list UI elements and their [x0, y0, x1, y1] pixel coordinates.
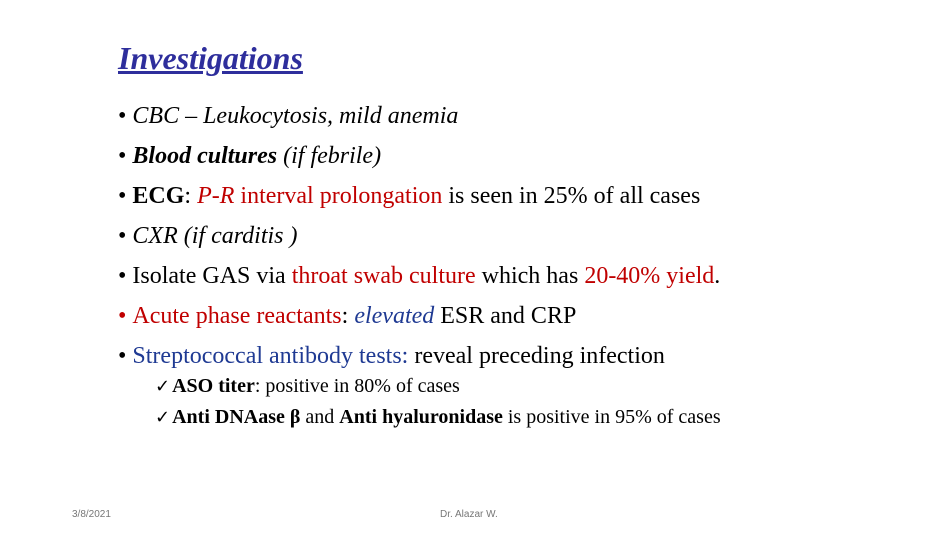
check-icon: ✓ — [155, 407, 171, 428]
sub-bullet-aso — [155, 371, 721, 402]
dnaase-text: is positive in 95% of cases — [502, 406, 721, 428]
bullet-dot: • — [118, 143, 127, 169]
bullet-dot: • — [118, 343, 127, 369]
bullet-dot: • — [118, 263, 127, 289]
ecg-label: ECG — [132, 183, 185, 209]
gas-mid: which has — [475, 263, 585, 289]
cxr-text: CXR (if carditis ) — [132, 223, 298, 249]
ecg-interval: interval prolongation — [234, 183, 443, 209]
ecg-tail: is seen in 25% of all cases — [442, 183, 701, 209]
acute-elevated: elevated — [354, 303, 435, 329]
acute-tail: ESR and CRP — [434, 303, 577, 329]
sub-bullet-dnaase — [155, 402, 721, 433]
check-icon: ✓ — [155, 376, 171, 397]
footer-date: 3/8/2021 — [72, 509, 111, 520]
aso-label: ASO titer — [172, 375, 255, 397]
bullet-blood-cultures — [118, 136, 720, 176]
gas-yield: 20-40% yield — [584, 263, 715, 289]
bullet-dot: • — [118, 103, 127, 129]
blood-cultures-note: (if febrile) — [283, 143, 382, 169]
ecg-colon: : — [184, 183, 198, 209]
bullet-list — [118, 96, 720, 376]
gas-end: . — [714, 263, 721, 289]
cbc-text: CBC – Leukocytosis, mild anemia — [132, 103, 459, 129]
bullet-ecg — [118, 176, 720, 216]
strep-tail: reveal preceding infection — [408, 343, 665, 369]
blood-cultures-label: Blood cultures — [132, 143, 278, 169]
bullet-dot: • — [118, 303, 127, 329]
bullet-strep-antibody — [118, 336, 720, 376]
gas-throat: throat swab culture — [291, 263, 476, 289]
aso-text: : positive in 80% of cases — [254, 375, 460, 397]
strep-label: Streptococcal antibody tests: — [132, 343, 409, 369]
acute-label: Acute phase reactants — [132, 303, 342, 329]
sub-bullet-list — [155, 371, 721, 433]
gas-pre: Isolate GAS via — [132, 263, 292, 289]
bullet-isolate-gas — [118, 256, 720, 296]
ecg-pr: P-R — [197, 183, 235, 209]
bullet-acute-phase — [118, 296, 720, 336]
hyaluronidase-label: Anti hyaluronidase — [339, 406, 503, 428]
footer-author: Dr. Alazar W. — [440, 509, 498, 520]
bullet-cbc — [118, 96, 720, 136]
bullet-dot: • — [118, 223, 127, 249]
dnaase-label: Anti DNAase β — [172, 406, 301, 428]
acute-colon: : — [341, 303, 355, 329]
bullet-cxr — [118, 216, 720, 256]
dnaase-mid: and — [300, 406, 340, 428]
slide-title: Investigations — [118, 40, 303, 76]
bullet-dot: • — [118, 183, 127, 209]
